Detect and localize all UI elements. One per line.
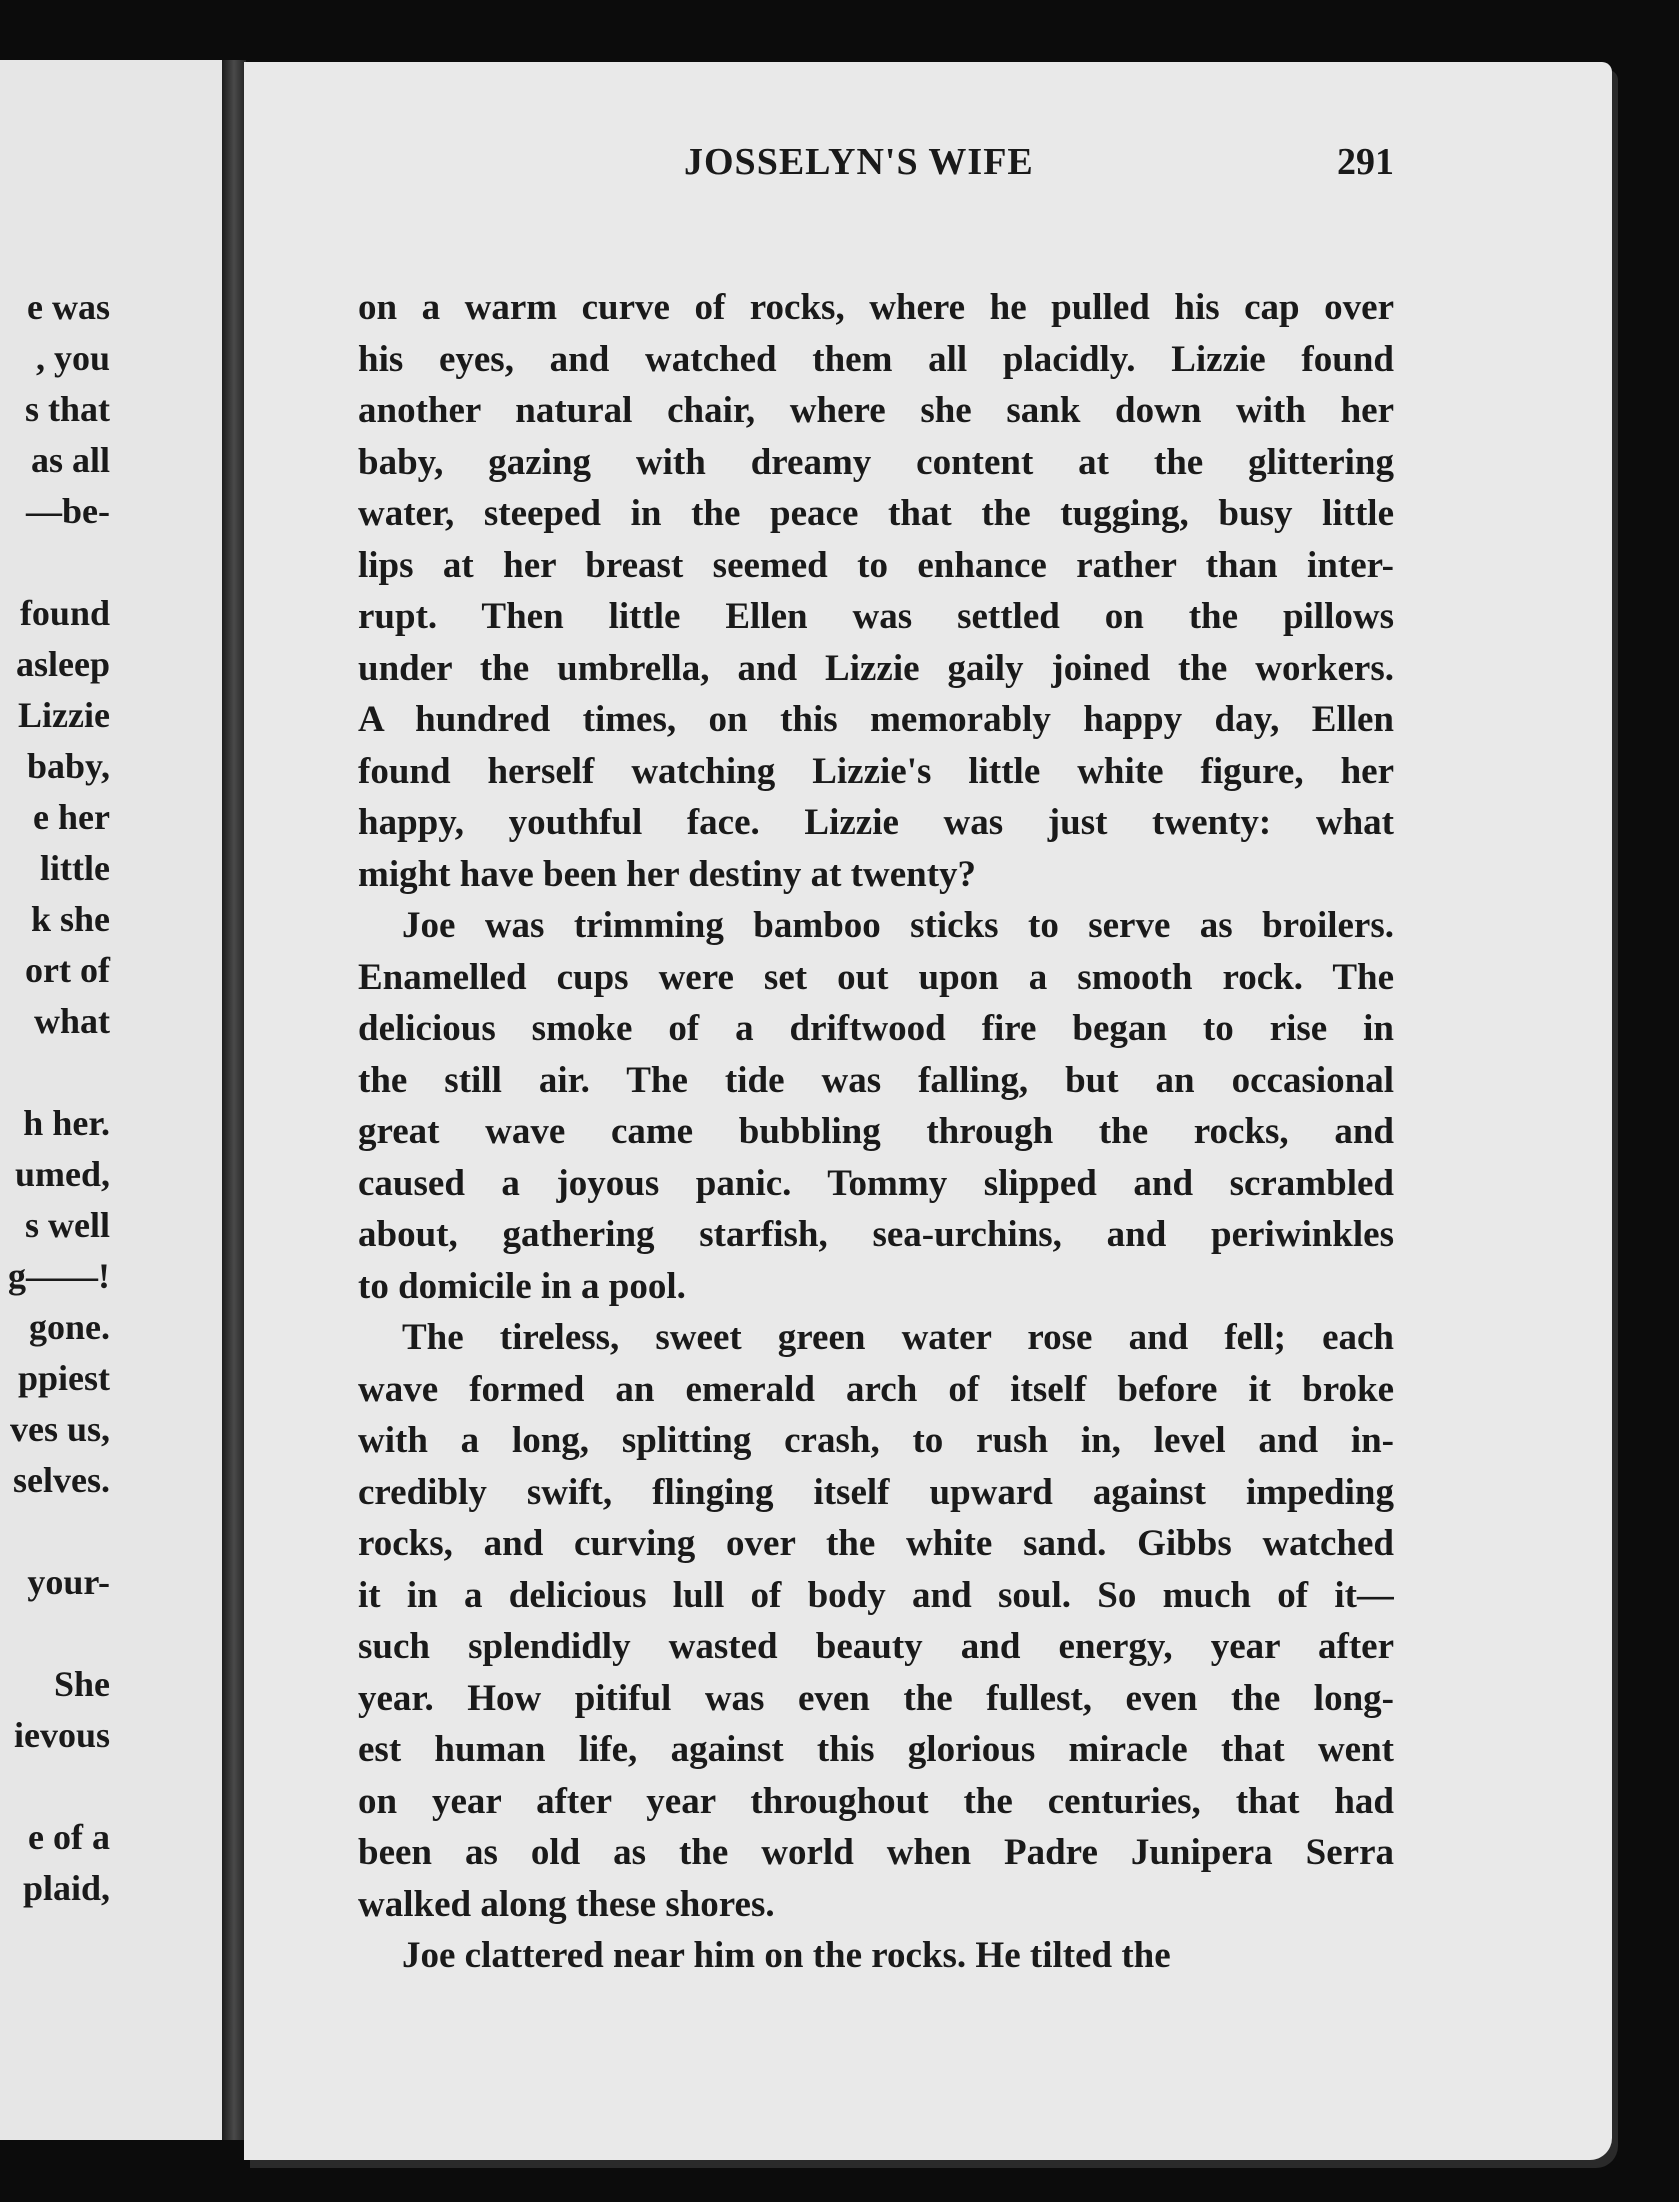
left-line: , you bbox=[35, 338, 110, 378]
left-line: s that bbox=[24, 389, 110, 429]
left-line: found bbox=[19, 593, 110, 633]
book-gutter bbox=[222, 60, 246, 2140]
left-line: little bbox=[40, 848, 110, 888]
text-line: credibly swift, flinging itself upward against impeding bbox=[358, 1471, 1394, 1513]
left-line: umed, bbox=[14, 1154, 110, 1194]
text-line: The tireless, sweet green water rose and fell; each bbox=[402, 1317, 1394, 1358]
text-line: year. How pitiful was even the fullest, even the long- bbox=[358, 1677, 1394, 1719]
text-line: wave formed an emerald arch of itself before it broke bbox=[358, 1368, 1394, 1410]
text-line: Joe was trimming bamboo sticks to serve as broilers. bbox=[402, 905, 1394, 946]
left-line bbox=[0, 1506, 110, 1557]
text-line: about, gathering starfish, sea-urchins, and periwinkles bbox=[358, 1214, 1394, 1255]
left-line: gone. bbox=[29, 1307, 110, 1347]
page-header bbox=[434, 140, 1394, 200]
text-line: caused a joyous panic. Tommy slipped and scrambled bbox=[358, 1162, 1394, 1204]
left-line: e her bbox=[33, 797, 110, 837]
left-line: baby, bbox=[26, 746, 110, 786]
text-line: rocks, and curving over the white sand. Gibbs watched bbox=[358, 1523, 1394, 1564]
left-line bbox=[0, 537, 110, 588]
left-line: plaid, bbox=[22, 1868, 110, 1908]
text-line: his eyes, and watched them all placidly. Lizzie found bbox=[358, 338, 1394, 380]
text-line: rupt. Then little Ellen was settled on the pillows bbox=[358, 596, 1394, 637]
left-line: ievous bbox=[13, 1715, 110, 1755]
text-line: with a long, splitting crash, to rush in, level and in- bbox=[358, 1420, 1394, 1461]
text-line: happy, youthful face. Lizzie was just twenty: what bbox=[358, 802, 1394, 843]
left-line: She bbox=[53, 1664, 110, 1704]
text-line: walked along these shores. bbox=[358, 1883, 775, 1925]
text-line: to domicile in a pool. bbox=[358, 1265, 686, 1307]
left-line: g——! bbox=[8, 1256, 110, 1296]
left-line: ves us, bbox=[9, 1409, 110, 1449]
left-page-text bbox=[0, 282, 110, 1914]
left-page bbox=[0, 60, 222, 2140]
text-line: found herself watching Lizzie's little white figure, her bbox=[358, 750, 1394, 792]
text-line: baby, gazing with dreamy content at the glittering bbox=[358, 441, 1394, 483]
text-line: est human life, against this glorious miracle that went bbox=[358, 1729, 1394, 1770]
text-line: delicious smoke of a driftwood fire began to rise in bbox=[358, 1008, 1394, 1049]
text-line: Enamelled cups were set out upon a smooth rock. The bbox=[358, 956, 1394, 998]
text-line: on a warm curve of rocks, where he pulled his cap over bbox=[358, 287, 1394, 328]
text-line: water, steeped in the peace that the tugging, busy little bbox=[358, 493, 1394, 534]
body-text bbox=[358, 282, 1394, 1982]
text-line: been as old as the world when Padre Junipera Serra bbox=[358, 1832, 1394, 1873]
left-line: asleep bbox=[16, 644, 110, 684]
text-line: under the umbrella, and Lizzie gaily joined the workers. bbox=[358, 647, 1394, 689]
text-line: it in a delicious lull of body and soul. So much of it— bbox=[358, 1574, 1394, 1616]
left-line: h her. bbox=[23, 1103, 110, 1143]
text-line: great wave came bubbling through the rocks, and bbox=[358, 1111, 1394, 1152]
text-line: might have been her destiny at twenty? bbox=[358, 853, 977, 895]
text-line: A hundred times, on this memorably happy day, Ellen bbox=[358, 699, 1394, 740]
text-line: on year after year throughout the centuries, that had bbox=[358, 1780, 1394, 1822]
left-line: selves. bbox=[13, 1460, 110, 1500]
text-line: such splendidly wasted beauty and energy, year after bbox=[358, 1626, 1394, 1667]
left-line: —be- bbox=[26, 491, 110, 531]
left-line bbox=[0, 1047, 110, 1098]
page-number: 291 bbox=[1337, 141, 1394, 183]
left-line: as all bbox=[30, 440, 110, 480]
left-line: k she bbox=[30, 899, 110, 939]
left-line bbox=[0, 1761, 110, 1812]
text-line: another natural chair, where she sank down with her bbox=[358, 390, 1394, 431]
left-line bbox=[0, 1608, 110, 1659]
text-line: Joe clattered near him on the rocks. He tilted the bbox=[402, 1935, 1171, 1976]
left-line: your- bbox=[27, 1562, 110, 1602]
left-line: ppiest bbox=[17, 1358, 110, 1398]
left-line: e of a bbox=[28, 1817, 110, 1857]
left-line: s well bbox=[25, 1205, 110, 1245]
left-line: Lizzie bbox=[18, 695, 110, 735]
left-line: what bbox=[33, 1001, 110, 1041]
text-line: lips at her breast seemed to enhance rather than inter- bbox=[358, 544, 1394, 586]
text-line: the still air. The tide was falling, but an occasional bbox=[358, 1059, 1394, 1101]
left-line: ort of bbox=[25, 950, 110, 990]
running-head: JOSSELYN'S WIFE bbox=[684, 141, 1034, 183]
left-line: e was bbox=[27, 287, 110, 327]
